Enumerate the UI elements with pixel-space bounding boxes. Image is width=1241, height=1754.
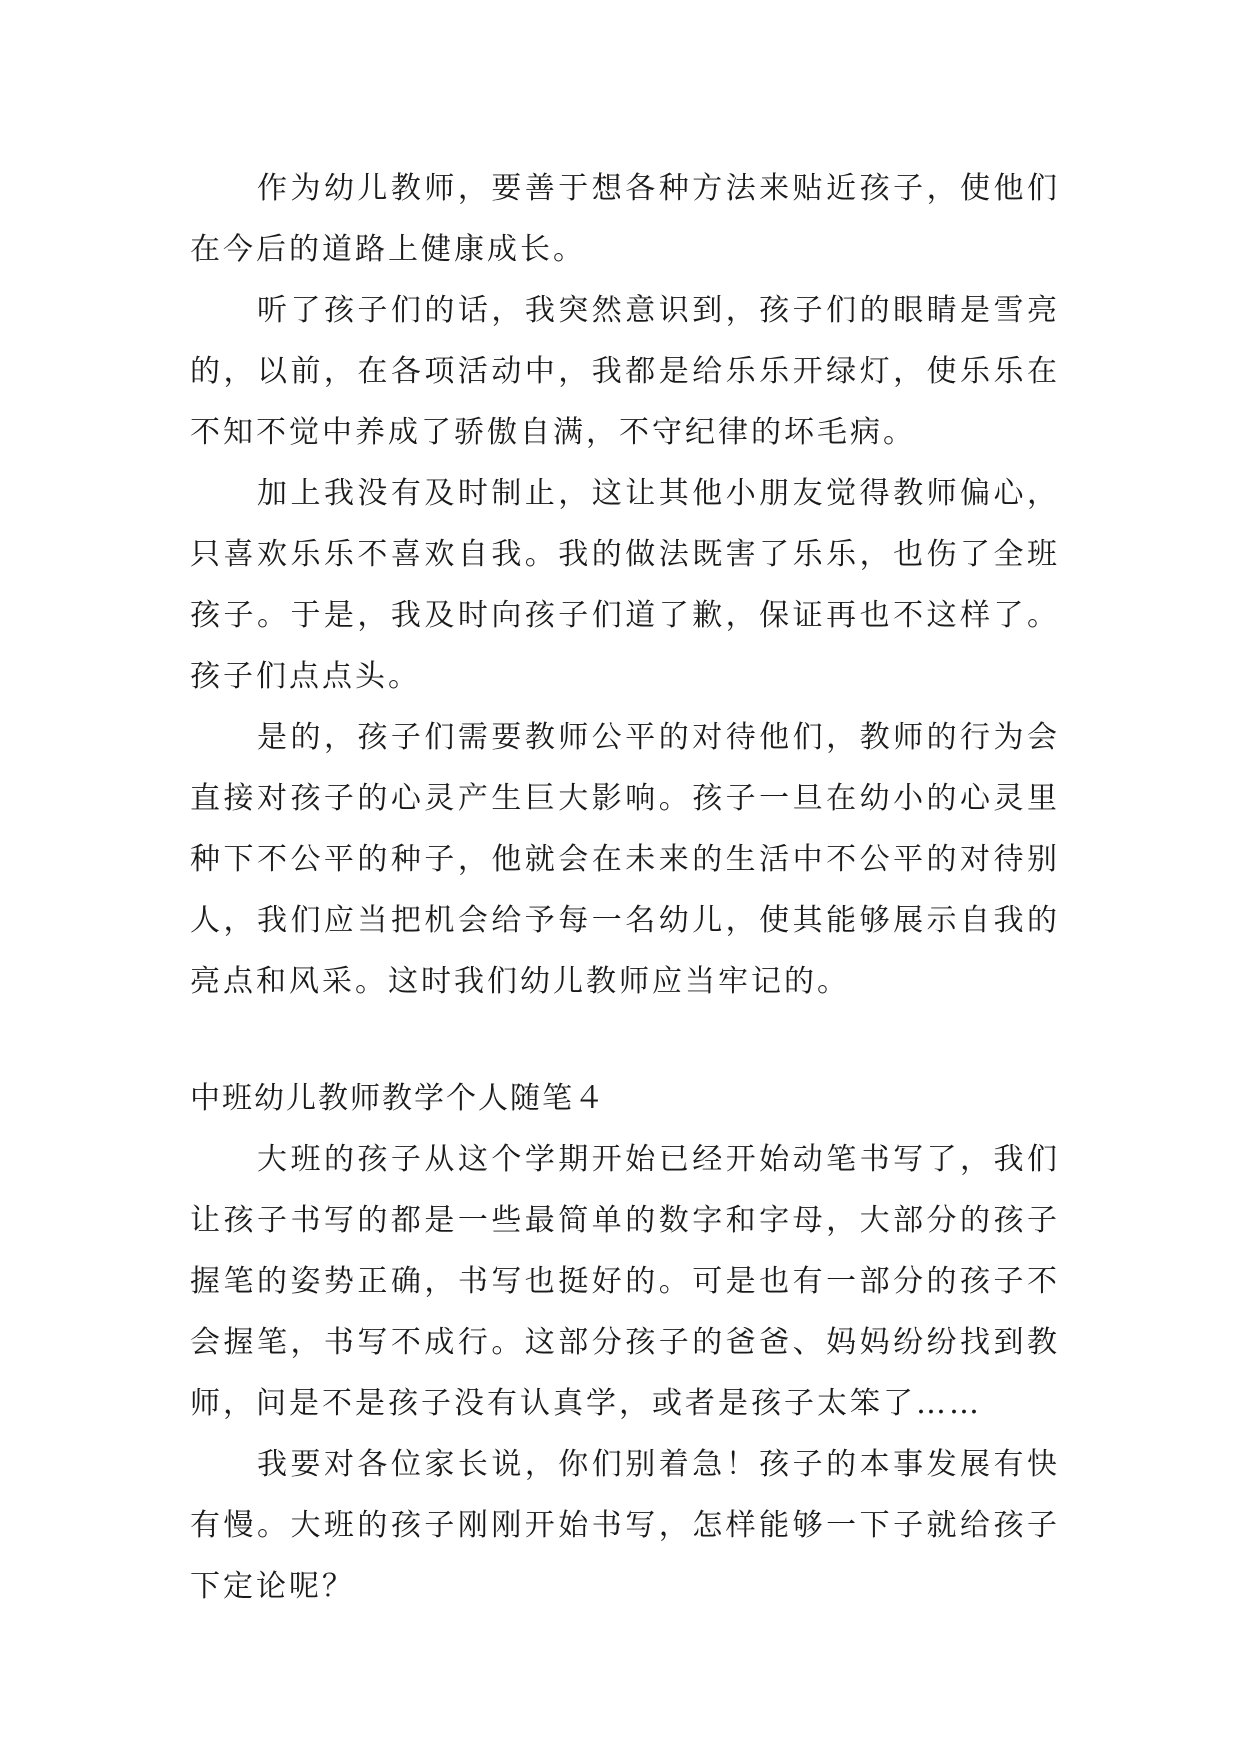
section-heading: 中班幼儿教师教学个人随笔４ xyxy=(190,1081,606,1116)
paragraph: 大班的孩子从这个学期开始已经开始动笔书写了，我们让孩子书写的都是一些最简单的数字和字母，大部分的孩子握笔的姿势正确，书写也挺好的。可是也有一部分的孩子不会握笔，书写不成行。这部分孩子的爸爸、妈妈纷纷找到教师，问是不是孩子没有认真学，或者是孩子太笨了…… xyxy=(190,1142,1060,1421)
document-body xyxy=(190,158,1060,1617)
paragraph: 听了孩子们的话，我突然意识到，孩子们的眼睛是雪亮的，以前，在各项活动中，我都是给乐乐开绿灯，使乐乐在不知不觉中养成了骄傲自满，不守纪律的坏毛病。 xyxy=(190,293,1060,450)
paragraph: 是的，孩子们需要教师公平的对待他们，教师的行为会直接对孩子的心灵产生巨大影响。孩子一旦在幼小的心灵里种下不公平的种子，他就会在未来的生活中不公平的对待别人，我们应当把机会给予每一名幼儿，使其能够展示自我的亮点和风采。这时我们幼儿教师应当牢记的。 xyxy=(190,720,1060,999)
paragraph: 加上我没有及时制止，这让其他小朋友觉得教师偏心，只喜欢乐乐不喜欢自我。我的做法既害了乐乐，也伤了全班孩子。于是，我及时向孩子们道了歉，保证再也不这样了。孩子们点点头。 xyxy=(190,476,1060,694)
paragraph: 我要对各位家长说，你们别着急！孩子的本事发展有快有慢。大班的孩子刚刚开始书写，怎样能够一下子就给孩子下定论呢？ xyxy=(190,1447,1060,1604)
paragraph: 作为幼儿教师，要善于想各种方法来贴近孩子，使他们在今后的道路上健康成长。 xyxy=(190,171,1060,267)
